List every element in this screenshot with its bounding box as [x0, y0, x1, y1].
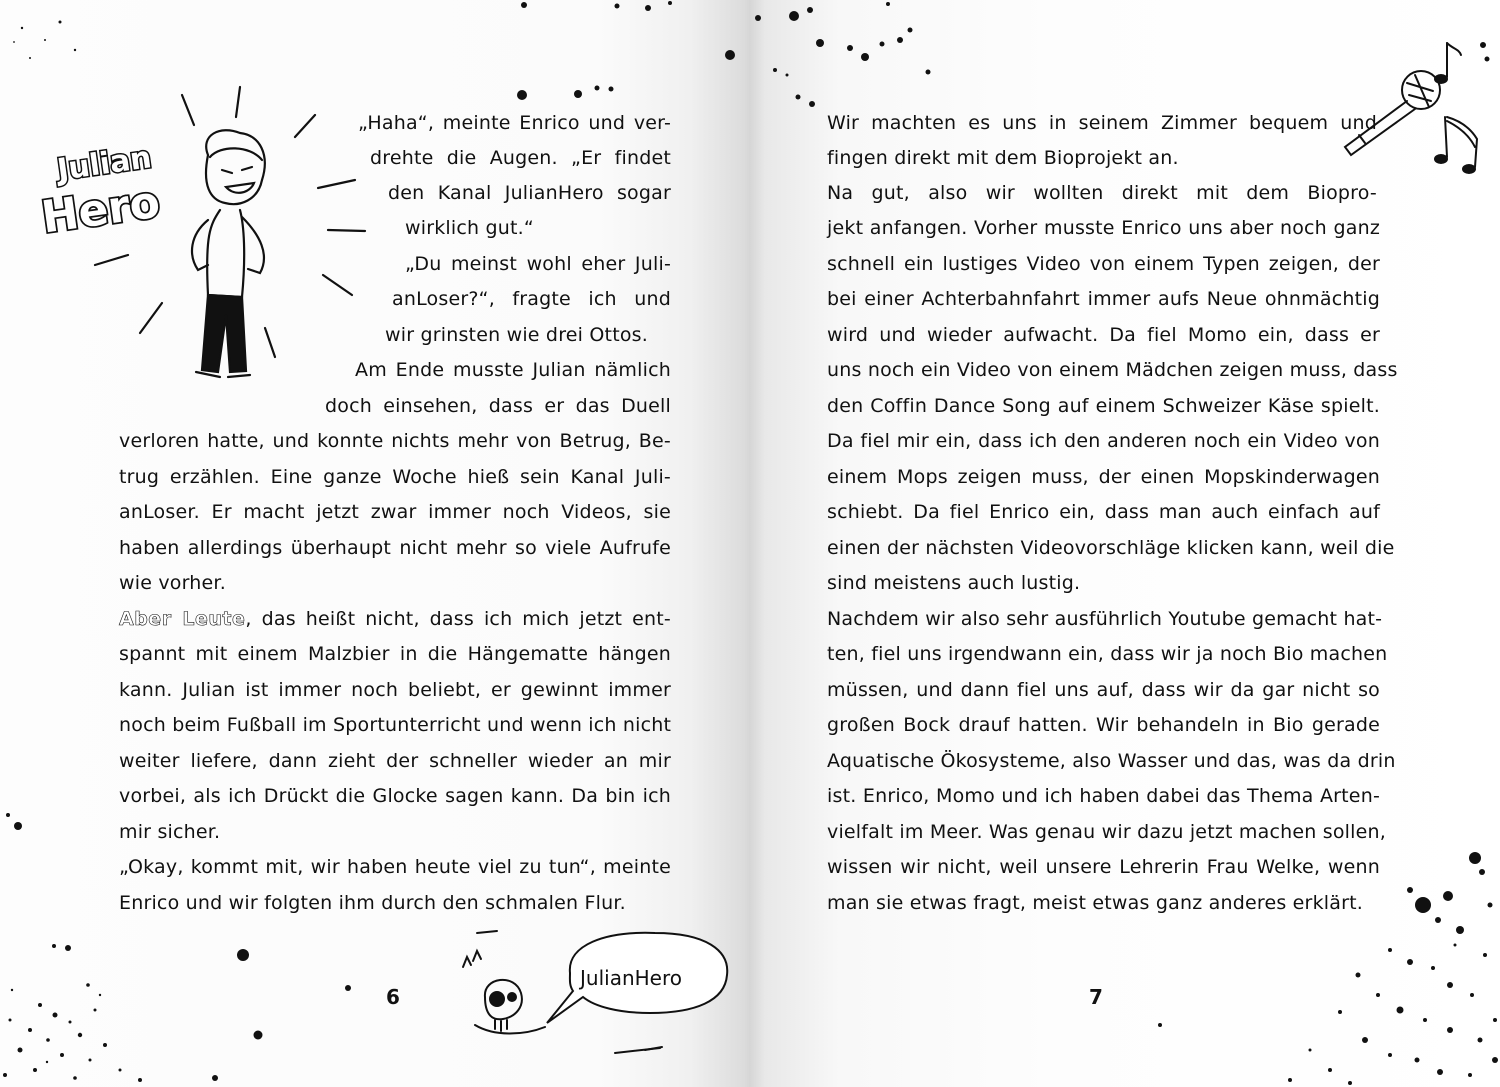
emphasis-rest: , das heißt nicht, dass ich mich jetzt ent-	[245, 608, 671, 630]
text-line: doch einsehen, dass er das Duell	[325, 395, 671, 417]
text-line: jekt anfangen. Vorher musste Enrico uns aber noch ganz	[827, 217, 1380, 239]
text-line: Am Ende musste Julian nämlich	[355, 359, 671, 381]
text-line: Da fiel mir ein, dass ich den anderen noch ein Video von	[827, 430, 1380, 452]
text-line: „Haha“, meinte Enrico und ver-	[358, 112, 671, 134]
text-line: man sie etwas fragt, meist etwas ganz anderes erklärt.	[827, 892, 1363, 914]
text-line: vielfalt im Meer. Was genau wir dazu jetzt machen sollen,	[827, 821, 1386, 843]
text-line: Wir machten es uns in seinem Zimmer bequem und	[827, 112, 1377, 134]
text-line: wird und wieder aufwacht. Da fiel Momo ein, dass er	[827, 324, 1380, 346]
svg-text:Hero: Hero	[38, 176, 163, 244]
text-line: Nachdem wir also sehr ausführlich Youtube gemacht hat-	[827, 608, 1383, 630]
text-line: uns noch ein Video von einem Mädchen zeigen muss, dass	[827, 359, 1398, 381]
text-line: verloren hatte, und konnte nichts mehr von Betrug, Be-	[119, 430, 671, 452]
text-line: vorbei, als ich Drückt die Glocke sagen kann. Da bin ich	[119, 785, 671, 807]
text-line: drehte die Augen. „Er findet	[370, 147, 671, 169]
text-line: Enrico und wir folgten ihm durch den schmalen Flur.	[119, 892, 626, 914]
text-line: schiebt. Da fiel Enrico ein, dass man auch einfach auf	[827, 501, 1380, 523]
text-line: einem Mops zeigen muss, der einen Mopskinderwagen	[827, 466, 1380, 488]
text-line: wirklich gut.“	[405, 217, 534, 239]
right-page	[750, 0, 1500, 1087]
text-line: ten, fiel uns irgendwann ein, dass wir ja noch Bio machen	[827, 643, 1388, 665]
text-line: wissen wir nicht, weil unsere Lehrerin Frau Welke, wenn	[827, 856, 1380, 878]
skull-speech-illustration	[455, 925, 745, 1065]
text-line: haben allerdings überhaupt nicht mehr so viele Aufrufe	[119, 537, 671, 559]
page-number: 6	[386, 985, 400, 1009]
text-line: „Du meinst wohl eher Juli-	[405, 253, 671, 275]
text-line: anLoser?“, fragte ich und	[392, 288, 671, 310]
text-line: den Kanal JulianHero sogar	[388, 182, 671, 204]
speech-bubble-text: JulianHero	[580, 966, 682, 990]
text-line: wir grinsten wie drei Ottos.	[385, 324, 649, 346]
text-line: kann. Julian ist immer noch beliebt, er gewinnt immer	[119, 679, 671, 701]
text-line: schnell ein lustiges Video von einem Typen zeigen, der	[827, 253, 1380, 275]
text-line: weiter liefere, dann zieht der schneller wieder an mir	[119, 750, 671, 772]
text-line: spannt mit einem Malzbier in die Hängematte hängen	[119, 643, 671, 665]
svg-text:Julian: Julian	[55, 140, 154, 188]
julian-character-illustration	[90, 85, 330, 385]
text-line: Na gut, also wir wollten direkt mit dem Biopro-	[827, 182, 1377, 204]
text-line: bei einer Achterbahnfahrt immer aufs Neue ohnmächtig	[827, 288, 1380, 310]
text-line: anLoser. Er macht jetzt zwar immer noch Videos, sie	[119, 501, 671, 523]
text-line: noch beim Fußball im Sportunterricht und wenn ich nicht	[119, 714, 672, 736]
text-line: mir sicher.	[119, 821, 221, 843]
text-line: müssen, und dann fiel uns auf, dass wir da gar nicht so	[827, 679, 1380, 701]
text-line: fingen direkt mit dem Bioprojekt an.	[827, 147, 1179, 169]
page-number: 7	[1089, 985, 1103, 1009]
text-line: einen der nächsten Videovorschläge klicken kann, weil die	[827, 537, 1395, 559]
text-line: den Coffin Dance Song auf einem Schweizer Käse spielt.	[827, 395, 1380, 417]
emphasis-text: Aber Leute	[119, 608, 246, 630]
text-line: „Okay, kommt mit, wir haben heute viel zu tun“, meinte	[119, 856, 671, 878]
text-line-emphasis	[119, 604, 671, 634]
text-line: trug erzählen. Eine ganze Woche hieß sein Kanal Juli-	[119, 466, 671, 488]
text-line: sind meistens auch lustig.	[827, 572, 1081, 594]
text-line: großen Bock drauf hatten. Wir behandeln in Bio gerade	[827, 714, 1380, 736]
text-line: ist. Enrico, Momo und ich haben dabei das Thema Arten-	[827, 785, 1380, 807]
text-line: Aquatische Ökosysteme, also Wasser und das, was da drin	[827, 750, 1396, 772]
text-line: wie vorher.	[119, 572, 226, 594]
